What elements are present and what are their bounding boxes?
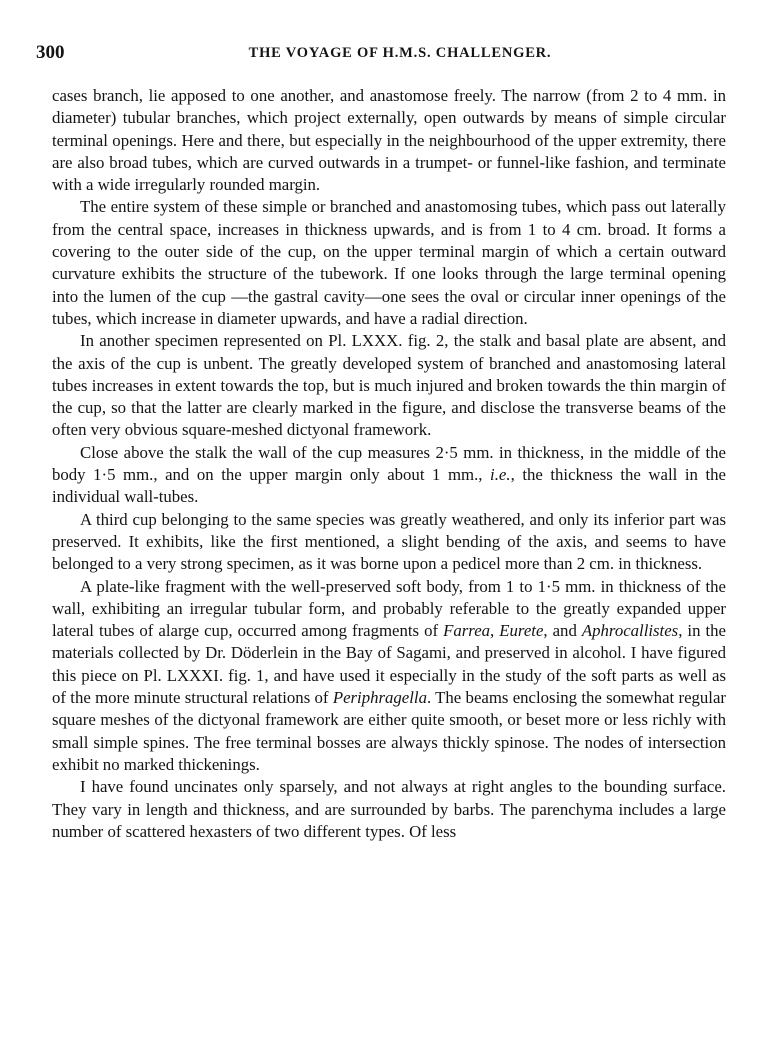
text-run: A plate-like fragment with the well-preserved soft body, from 1 to 1·5 mm. in thickness of the wall, exhibiting an irregular tubular form, and probably referable to the greatly expanded upper lateral tubes of alarge cup, occurred among fragments of (52, 576, 726, 641)
paragraph (52, 509, 726, 576)
italic-term: Farrea (443, 621, 491, 641)
italic-term: Eurete (499, 621, 544, 641)
text-run: The entire system of these simple or branched and anastomosing tubes, which pass out laterally from the central space, increases in thickness upwards, and is from 1 to 4 cm. broad. It forms a covering to the outer side of the cup, on the upper terminal margin of which a certain outward curvature exhibits the structure of the tubework. If one looks through the large terminal opening into the lumen of the cup —the gastral cavity—one sees the oval or circular inner openings of the tubes, which increase in diameter upwards, and have a radial direction. (52, 197, 726, 328)
italic-term: i.e. (490, 465, 511, 485)
text-run: I have found uncinates only sparsely, and not always at right angles to the bounding surface. They vary in length and thickness, and are surrounded by barbs. The parenchyma includes a large number of scattered hexasters of two different types. Of less (52, 777, 726, 841)
text-run: , the thickness the wall in the individual wall-tubes. (52, 465, 726, 507)
text-run: In another specimen represented on Pl. LXXX. fig. 2, the stalk and basal plate are absent, and the axis of the cup is unbent. The greatly developed system of branched and anastomosing lateral tubes increases in extent towards the top, but is much injured and broken towards the thin margin of the cup, so that the latter are clearly marked in the figure, and disclose the transverse beams of the often very obvious square-meshed dictyonal framework. (52, 331, 726, 440)
paragraph (52, 85, 726, 196)
paragraph (52, 776, 726, 843)
paragraph (52, 442, 726, 509)
text-run: . The beams enclosing the somewhat regular square meshes of the dictyonal framework are either quite smooth, or beset more or less richly with small simple spines. The free terminal bosses are always thickly spinose. The nodes of intersection exhibit no marked thickenings. (52, 688, 726, 774)
paragraph (52, 576, 726, 777)
text-run: , in the materials collected by Dr. Döderlein in the Bay of Sagami, and preserved in alcohol. I have figured this piece on Pl. LXXXI. fig. 1, and have used it especially in the study of the soft parts as well as of the more minute structural relations of (52, 621, 727, 708)
text-run: A third cup belonging to the same species was greatly weathered, and only its inferior part was preserved. It exhibits, like the first mentioned, a slight bending of the axis, and seems to have belonged to a very strong specimen, as it was borne upon a pedicel more than 2 cm. in thickness. (52, 509, 726, 574)
italic-term: Periphragella (332, 688, 427, 708)
running-title: THE VOYAGE OF H.M.S. CHALLENGER. (248, 45, 552, 61)
text-run: Close above the stalk the wall of the cup measures 2·5 mm. in thickness, in the middle of the body 1·5 mm., and on the upper margin only about 1 mm., (52, 442, 726, 485)
text-run: cases branch, lie apposed to one another, and anastomose freely. The narrow (from 2 to 4 mm. in diameter) tubular branches, which project externally, open outwards by means of simple circular terminal openings. Here and there, but especially in the neighbourhood of the upper extremity, there are also broad tubes, which are curved outwards in a trumpet- or funnel-like fashion, and terminate with a wide irregularly rounded margin. (52, 86, 726, 195)
running-header (36, 42, 726, 66)
paragraph (52, 196, 726, 330)
page-number: 300 (36, 42, 65, 63)
body-text (52, 85, 726, 843)
italic-term: Aphrocallistes (581, 621, 679, 641)
text-run: , and (543, 621, 582, 641)
text-run: , (490, 621, 500, 641)
paragraph (52, 330, 726, 441)
